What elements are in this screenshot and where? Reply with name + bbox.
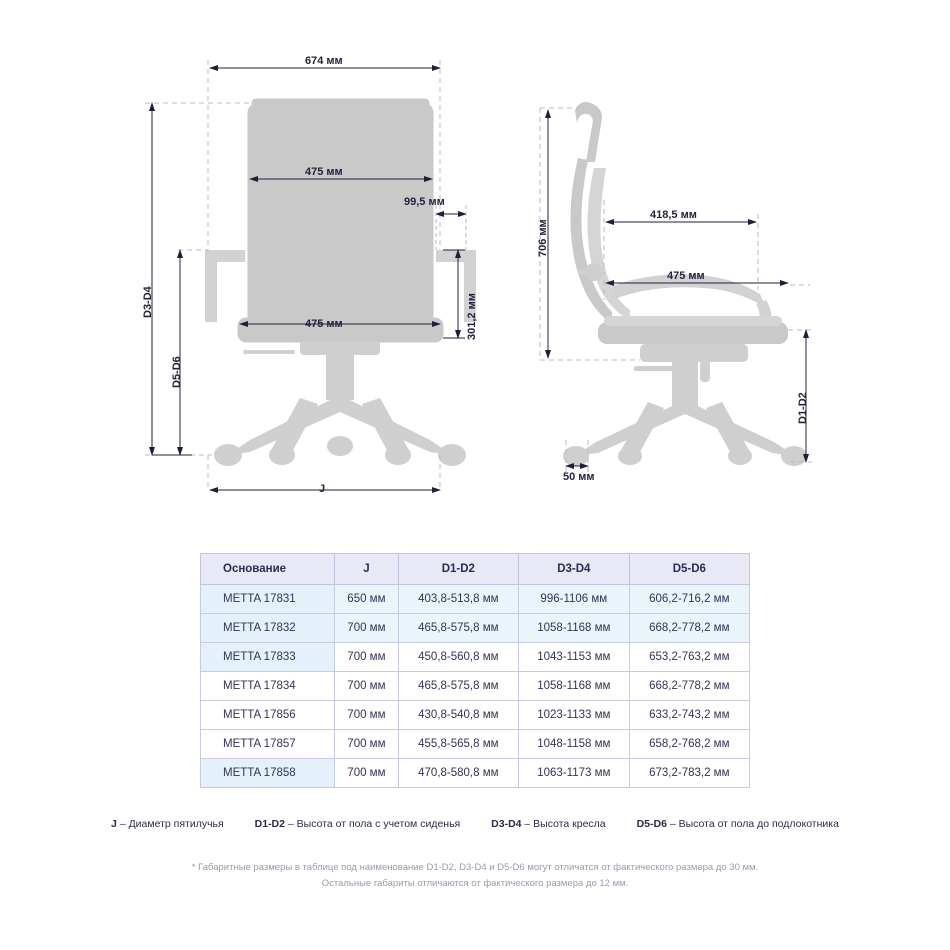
cell-d3d4: 1043-1153 мм	[519, 643, 630, 672]
cell-base: METTA 17858	[201, 759, 335, 788]
table-row	[201, 672, 750, 701]
cell-d1d2: 450,8-560,8 мм	[398, 643, 518, 672]
legend-item-j	[111, 818, 224, 830]
th-d1d2: D1-D2	[398, 554, 518, 585]
dim-d5-d6: D5-D6	[171, 356, 183, 388]
cell-j: 700 мм	[335, 701, 399, 730]
legend-text-d3d4: – Высота кресла	[524, 818, 606, 830]
footnote-line-1: * Габаритные размеры в таблице под наименование D1-D2, D3-D4 и D5-D6 могут отличатся от фактического размера до 30 мм.	[191, 862, 759, 873]
cell-d5d6: 658,2-768,2 мм	[629, 730, 749, 759]
table-row	[201, 701, 750, 730]
dim-base-diameter: J	[319, 483, 326, 495]
legend	[0, 818, 950, 830]
cell-j: 700 мм	[335, 643, 399, 672]
legend-text-d1d2: – Высота от пола с учетом сиденья	[287, 818, 461, 830]
dim-seat-depth: 475 мм	[667, 270, 705, 282]
cell-base: METTA 17833	[201, 643, 335, 672]
th-d3d4: D3-D4	[519, 554, 630, 585]
th-d5d6: D5-D6	[629, 554, 749, 585]
th-j: J	[335, 554, 399, 585]
cell-d3d4: 1058-1168 мм	[519, 672, 630, 701]
cell-j: 700 мм	[335, 672, 399, 701]
cell-d5d6: 668,2-778,2 мм	[629, 614, 749, 643]
cell-d1d2: 403,8-513,8 мм	[398, 585, 518, 614]
dim-d1-d2: D1-D2	[797, 392, 809, 424]
legend-key-d3d4: D3-D4	[491, 818, 522, 830]
cell-d3d4: 996-1106 мм	[519, 585, 630, 614]
legend-item-d3d4	[491, 818, 606, 830]
cell-d1d2: 430,8-540,8 мм	[398, 701, 518, 730]
legend-key-j: J	[111, 818, 117, 830]
cell-base: METTA 17832	[201, 614, 335, 643]
table-row	[201, 730, 750, 759]
cell-base: METTA 17834	[201, 672, 335, 701]
cell-d3d4: 1023-1133 мм	[519, 701, 630, 730]
specs-table	[200, 553, 750, 788]
dim-d3-d4: D3-D4	[142, 286, 154, 318]
table-row	[201, 643, 750, 672]
th-base: Основание	[201, 554, 335, 585]
legend-text-d5d6: – Высота от пола до подлокотника	[669, 818, 839, 830]
side-view-chair	[563, 102, 807, 466]
cell-d5d6: 673,2-783,2 мм	[629, 759, 749, 788]
specs-table-wrapper	[200, 553, 750, 788]
cell-d1d2: 465,8-575,8 мм	[398, 672, 518, 701]
cell-d5d6: 606,2-716,2 мм	[629, 585, 749, 614]
cell-j: 700 мм	[335, 730, 399, 759]
footnote-line-2: Остальные габариты отличаются от фактического размера до 12 мм.	[321, 878, 629, 890]
cell-j: 700 мм	[335, 759, 399, 788]
cell-j: 650 мм	[335, 585, 399, 614]
cell-d1d2: 465,8-575,8 мм	[398, 614, 518, 643]
cell-d3d4: 1058-1168 мм	[519, 614, 630, 643]
dim-depth-total: 418,5 мм	[650, 209, 697, 221]
table-row	[201, 614, 750, 643]
dim-width-total: 674 мм	[305, 55, 343, 67]
dim-armrest-height: 301,2 мм	[466, 293, 478, 340]
table-row	[201, 585, 750, 614]
dim-caster: 50 мм	[563, 471, 595, 483]
cell-j: 700 мм	[335, 614, 399, 643]
legend-item-d1d2	[255, 818, 461, 830]
table-header-row	[201, 554, 750, 585]
cell-d1d2: 470,8-580,8 мм	[398, 759, 518, 788]
cell-d3d4: 1063-1173 мм	[519, 759, 630, 788]
footnote	[0, 860, 950, 892]
cell-base: METTA 17857	[201, 730, 335, 759]
table-row	[201, 759, 750, 788]
cell-d1d2: 455,8-565,8 мм	[398, 730, 518, 759]
cell-d3d4: 1048-1158 мм	[519, 730, 630, 759]
legend-item-d5d6	[637, 818, 839, 830]
cell-d5d6: 633,2-743,2 мм	[629, 701, 749, 730]
legend-key-d5d6: D5-D6	[636, 818, 667, 830]
dim-seat-width: 475 мм	[305, 318, 343, 330]
dim-back-height: 706 мм	[537, 219, 549, 257]
legend-text-j: – Диаметр пятилучья	[119, 818, 224, 830]
front-view-chair	[205, 99, 476, 466]
dim-armrest-offset: 99,5 мм	[404, 196, 445, 208]
cell-base: METTA 17831	[201, 585, 335, 614]
cell-d5d6: 668,2-778,2 мм	[629, 672, 749, 701]
cell-d5d6: 653,2-763,2 мм	[629, 643, 749, 672]
legend-key-d1d2: D1-D2	[254, 818, 285, 830]
dim-back-width: 475 мм	[305, 166, 343, 178]
cell-base: METTA 17856	[201, 701, 335, 730]
